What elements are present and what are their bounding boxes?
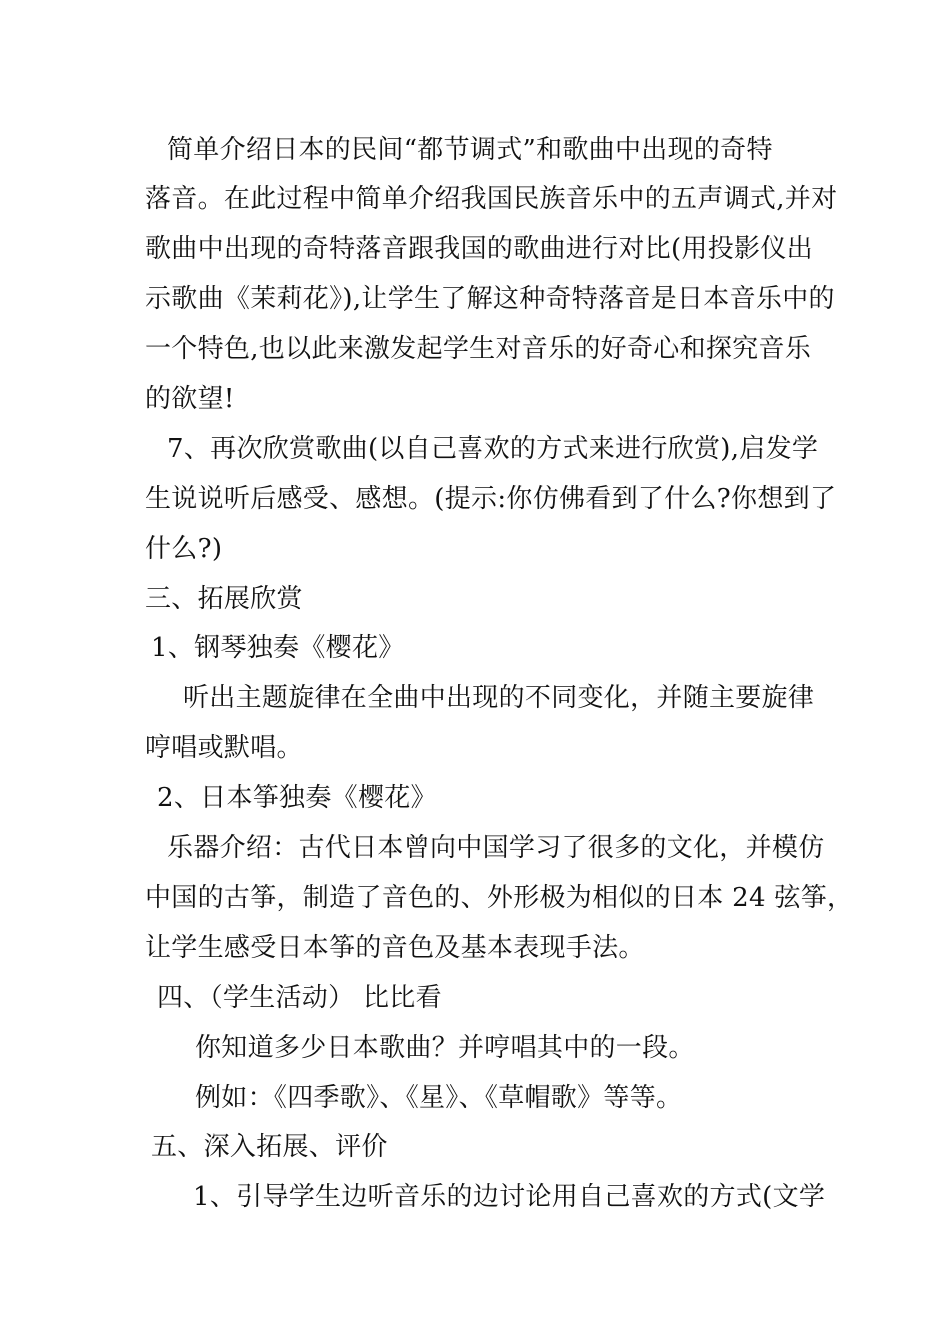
text-line: 让学生感受日本筝的音色及基本表现手法。 (145, 933, 645, 963)
text-line: 生说说听后感受、感想。(提示:你仿佛看到了什么?你想到了 (145, 484, 837, 514)
text-line: 听出主题旋律在全曲中出现的不同变化，并随主要旋律 (183, 683, 815, 713)
text-line: 落音。在此过程中简单介绍我国民族音乐中的五声调式,并对 (145, 184, 838, 214)
text-line: 中国的古筝，制造了音色的、外形极为相似的日本 24 弦筝， (145, 883, 854, 913)
text-line: 你知道多少日本歌曲？并哼唱其中的一段。 (195, 1033, 695, 1063)
text-line: 简单介绍日本的民间“都节调式”和歌曲中出现的奇特 (167, 135, 773, 165)
subsection-heading: 2、日本筝独奏《樱花》 (157, 783, 437, 813)
text-line: 一个特色,也以此来激发起学生对音乐的好奇心和探究音乐 (145, 334, 812, 364)
text-line: 歌曲中出现的奇特落音跟我国的歌曲进行对比(用投影仪出 (145, 234, 813, 264)
section-heading: 五、深入拓展、评价 (151, 1132, 388, 1162)
text-line: 1、引导学生边听音乐的边讨论用自己喜欢的方式(文学 (193, 1182, 826, 1212)
text-line: 7、再次欣赏歌曲(以自己喜欢的方式来进行欣赏),启发学 (167, 434, 819, 464)
section-heading: 四、（学生活动） 比比看 (157, 983, 442, 1013)
text-line: 哼唱或默唱。 (145, 733, 303, 763)
section-heading: 三、拓展欣赏 (145, 584, 303, 614)
text-line: 乐器介绍：古代日本曾向中国学习了很多的文化，并模仿 (167, 833, 825, 863)
subsection-heading: 1、钢琴独奏《樱花》 (151, 633, 405, 663)
text-line: 例如：《四季歌》、《星》、《草帽歌》等等。 (195, 1083, 683, 1113)
text-line: 什么?) (145, 534, 223, 564)
text-line: 示歌曲《茉莉花》),让学生了解这种奇特落音是日本音乐中的 (145, 284, 835, 314)
text-line: 的欲望! (145, 384, 235, 414)
